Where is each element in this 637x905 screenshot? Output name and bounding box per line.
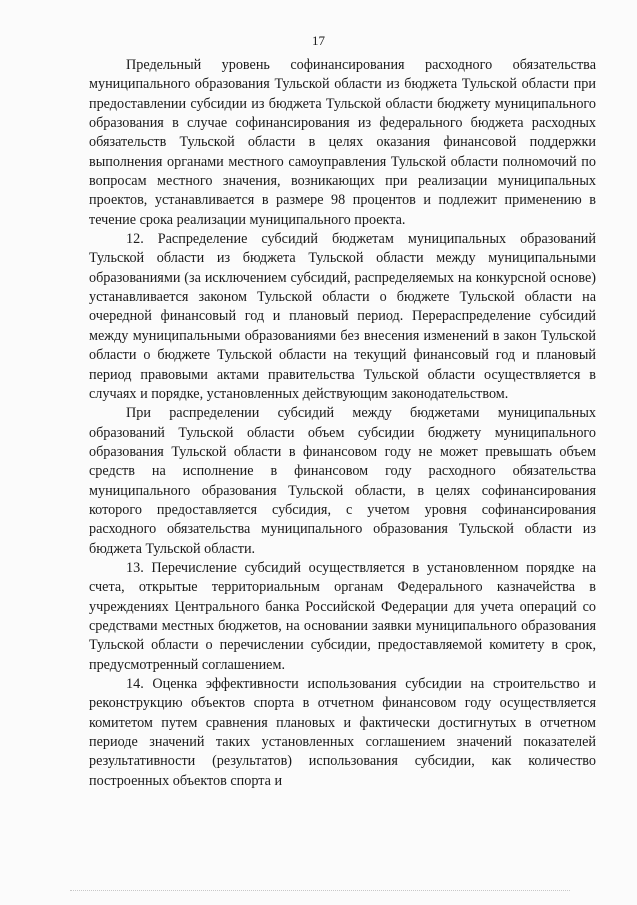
paragraph-12-distribution: 12. Распределение субсидий бюджетам муниципальных образований Тульской области из бюджета Тульской области между муниципальными образованиями (за исключением субсидий, распределяемых на конкурсной основе) устанавливается законом Тульской области о бюджете Тульской области на очередной финансовый год и плановый период. Перераспределение субсидий между муниципальными образованиями без внесения изменений в закон Тульской области о бюджете Тульской области на текущий финансовый год и плановый период правовыми актами правительства Тульской области осуществляется в случаях и порядке, установленных действующим законодательством. [89, 231, 596, 402]
paragraph-cofinancing-level: Предельный уровень софинансирования расходного обязательства муниципального образования Тульской области из бюджета Тульской области при предоставлении субсидии из бюджета Тульской области бюджету муниципального образования в случае софинансирования из федерального бюджета расходных обязательств Тульской области в целях оказания финансовой поддержки выполнения органами местного самоуправления Тульской области полномочий по вопросам местного значения, возникающих при реализации муниципальных проектов, устанавливается в размере 98 процентов и подлежит применению в течение срока реализации муниципального проекта. [89, 57, 596, 228]
paragraph-distribution-limit: При распределении субсидий между бюджетами муниципальных образований Тульской области объем субсидии бюджету муниципального образования Тульской области в финансовом году не может превышать объем средств на исполнение в финансовом году расходного обязательства муниципального образования Тульской области, в целях софинансирования которого предоставляется субсидия, с учетом уровня софинансирования расходного обязательства муниципального образования Тульской области из бюджета Тульской области. [89, 405, 596, 557]
page-number: 17 [312, 33, 325, 48]
paragraph-13-transfer: 13. Перечисление субсидий осуществляется в установленном порядке на счета, открытые территориальным органам Федерального казначейства в учреждениях Центрального банка Российской Федерации для учета операций со средствами местных бюджетов, на основании заявки муниципального образования Тульской области о перечислении субсидии, предоставляемой комитету в срок, предусмотренный соглашением. [89, 559, 596, 673]
scan-artifact-line [70, 890, 570, 891]
document-body [89, 56, 596, 791]
paragraph-14-efficiency: 14. Оценка эффективности использования субсидии на строительство и реконструкцию объектов спорта в отчетном финансовом году осуществляется комитетом путем сравнения плановых и фактически достигнутых в отчетном периоде значений таких установленных соглашением значений показателей результативности (результатов) использования субсидии, как количество построенных объектов спорта и [89, 676, 596, 789]
